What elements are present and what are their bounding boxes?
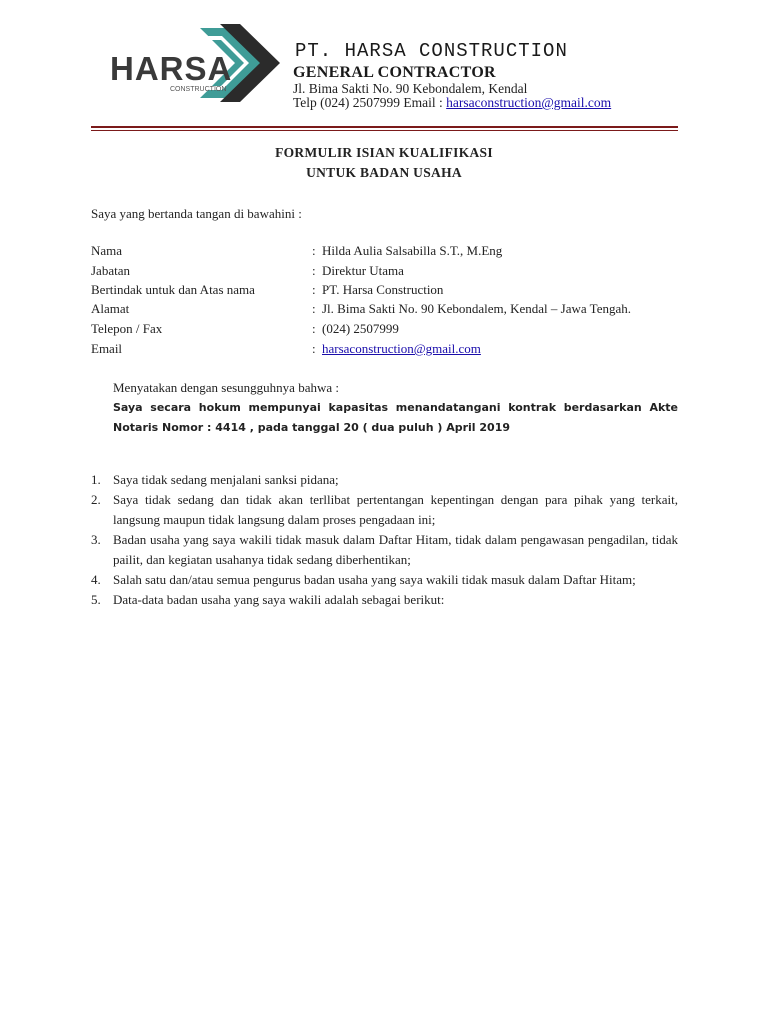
logo-subtext: CONSTRUCTION [170,86,227,93]
field-label: Telepon / Fax [91,321,163,336]
company-subtitle: GENERAL CONTRACTOR [293,64,496,81]
field-colon: : [312,301,316,316]
field-label: Jabatan [91,263,130,278]
field-label: Nama [91,243,123,258]
form-title: FORMULIR ISIAN KUALIFIKASI [275,145,493,160]
field-colon: : [312,282,316,297]
field-value: Hilda Aulia Salsabilla S.T., M.Eng [322,243,503,258]
form-subtitle: UNTUK BADAN USAHA [306,165,462,180]
field-colon: : [312,243,316,258]
list-number: 3. [91,532,101,547]
list-text: Data-data badan usaha yang saya wakili adalah sebagai berikut: [113,592,445,607]
field-colon: : [312,321,316,336]
field-label: Bertindak untuk dan Atas nama [91,282,255,297]
field-value: PT. Harsa Construction [322,282,444,297]
header-rule-thin [91,130,678,131]
company-phone: Telp (024) 2507999 Email : [293,95,447,110]
field-value: Jl. Bima Sakti No. 90 Kebondalem, Kendal – Jawa Tengah. [322,301,631,316]
field-colon: : [312,263,316,278]
company-name: PT. HARSA CONSTRUCTION [295,40,568,62]
list-number: 2. [91,492,101,507]
logo-wordmark: HARSA [110,50,233,87]
list-item [91,530,678,570]
list-text: Badan usaha yang saya wakili tidak masuk dalam Daftar Hitam, tidak dalam pengawasan pengadilan, tidak pailit, dan kegiatan usahanya tidak sedang diberhentikan; [113,532,678,567]
field-label: Email [91,341,123,356]
declaration-list [91,470,678,610]
statement-intro: Menyatakan dengan sesungguhnya bahwa : [113,380,339,395]
field-label: Alamat [91,301,130,316]
intro-text: Saya yang bertanda tangan di bawahini : [91,206,302,221]
list-number: 4. [91,572,101,587]
list-number: 5. [91,592,101,607]
list-text: Salah satu dan/atau semua pengurus badan usaha yang saya wakili tidak masuk dalam Daftar Hitam; [113,572,636,587]
company-address: Jl. Bima Sakti No. 90 Kebondalem, Kendal [293,81,528,96]
list-item [91,570,678,590]
harsa-logo [108,22,284,104]
company-contact [293,95,611,111]
company-email-link[interactable]: harsaconstruction@gmail.com [446,95,612,110]
statement-paragraph: Saya secara hokum mempunyai kapasitas menandatangani kontrak berdasarkan Akte Notaris Nomor : 4414 , pada tanggal 20 ( dua puluh ) April 2019 [113,401,678,434]
list-item [91,470,678,490]
list-text: Saya tidak sedang dan tidak akan terllibat pertentangan kepentingan dengan para pihak yang terkait, langsung maupun tidak langsung dalam proses pengadaan ini; [113,492,678,527]
field-value: Direktur Utama [322,263,404,278]
header-rule-thick [91,126,678,128]
email-link[interactable]: harsaconstruction@gmail.com [322,341,481,356]
list-item [91,490,678,530]
list-number: 1. [91,472,101,487]
list-text: Saya tidak sedang menjalani sanksi pidana; [113,472,339,487]
field-colon: : [312,341,316,356]
list-item [91,590,678,610]
field-value: (024) 2507999 [322,321,399,336]
